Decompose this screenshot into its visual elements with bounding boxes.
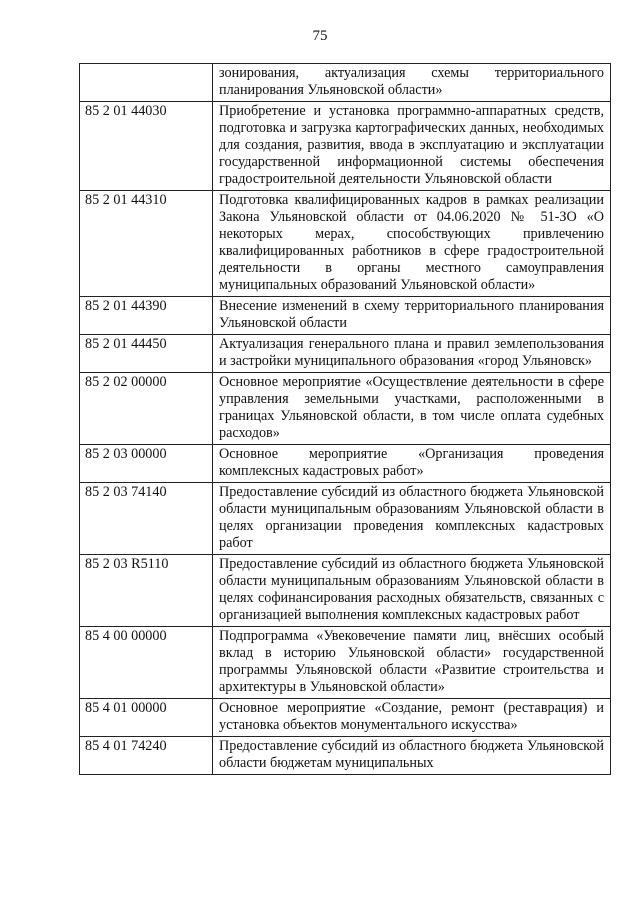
code-cell: 85 2 01 44030: [80, 102, 213, 191]
table-row: [80, 737, 611, 775]
code-cell: 85 4 01 00000: [80, 699, 213, 737]
code-cell: 85 2 01 44450: [80, 335, 213, 373]
description-cell: Подготовка квалифицированных кадров в рамках реализации Закона Ульяновской области от 04.06.2020 № 51-ЗО «О некоторых мерах, способствующих привлечению квалифицированных работников в сфере градостроительной деятельности в органы местного самоуправления муниципальных образований Ульяновской области»: [213, 191, 611, 297]
table-row: [80, 191, 611, 297]
description-cell: Предоставление субсидий из областного бюджета Ульяновской области муниципальным образованиям Ульяновской области в целях организации проведения комплексных кадастровых работ: [213, 483, 611, 555]
table-row: [80, 555, 611, 627]
table-row: [80, 297, 611, 335]
description-cell: Подпрограмма «Увековечение памяти лиц, внёсших особый вклад в историю Ульяновской области» государственной программы Ульяновской области «Развитие строительства и архитектуры в Ульяновской области»: [213, 627, 611, 699]
table-row: [80, 373, 611, 445]
description-cell: Внесение изменений в схему территориального планирования Ульяновской области: [213, 297, 611, 335]
table-row: [80, 483, 611, 555]
table-row: [80, 64, 611, 102]
table-row: [80, 335, 611, 373]
description-cell: Предоставление субсидий из областного бюджета Ульяновской области бюджетам муниципальных: [213, 737, 611, 775]
page-number: 75: [312, 28, 328, 44]
code-cell: 85 2 01 44310: [80, 191, 213, 297]
description-cell: Основное мероприятие «Создание, ремонт (реставрация) и установка объектов монументального искусства»: [213, 699, 611, 737]
table-row: [80, 699, 611, 737]
description-cell: зонирования, актуализация схемы территориального планирования Ульяновской области»: [213, 64, 611, 102]
description-cell: Основное мероприятие «Осуществление деятельности в сфере управления земельными участками, расположенными в границах Ульяновской области, в том числе оплата судебных расходов»: [213, 373, 611, 445]
description-cell: Основное мероприятие «Организация проведения комплексных кадастровых работ»: [213, 445, 611, 483]
code-cell: 85 2 01 44390: [80, 297, 213, 335]
table-row: [80, 627, 611, 699]
table-row: [80, 445, 611, 483]
description-cell: Актуализация генерального плана и правил землепользования и застройки муниципального образования «город Ульяновск»: [213, 335, 611, 373]
code-cell: 85 2 02 00000: [80, 373, 213, 445]
code-cell: 85 2 03 R5110: [80, 555, 213, 627]
budget-codes-table: [79, 63, 611, 775]
code-cell: 85 4 01 74240: [80, 737, 213, 775]
description-cell: Предоставление субсидий из областного бюджета Ульяновской области муниципальным образованиям Ульяновской области в целях софинансирования расходных обязательств, связанных с организацией выполнения комплексных кадастровых работ: [213, 555, 611, 627]
description-cell: Приобретение и установка программно-аппаратных средств, подготовка и загрузка картографических данных, необходимых для создания, развития, ввода в эксплуатацию и эксплуатации государственной информационной системы обеспечения градостроительной деятельности Ульяновской области: [213, 102, 611, 191]
table-row: [80, 102, 611, 191]
code-cell: 85 2 03 00000: [80, 445, 213, 483]
code-cell: 85 4 00 00000: [80, 627, 213, 699]
code-cell: [80, 64, 213, 102]
code-cell: 85 2 03 74140: [80, 483, 213, 555]
